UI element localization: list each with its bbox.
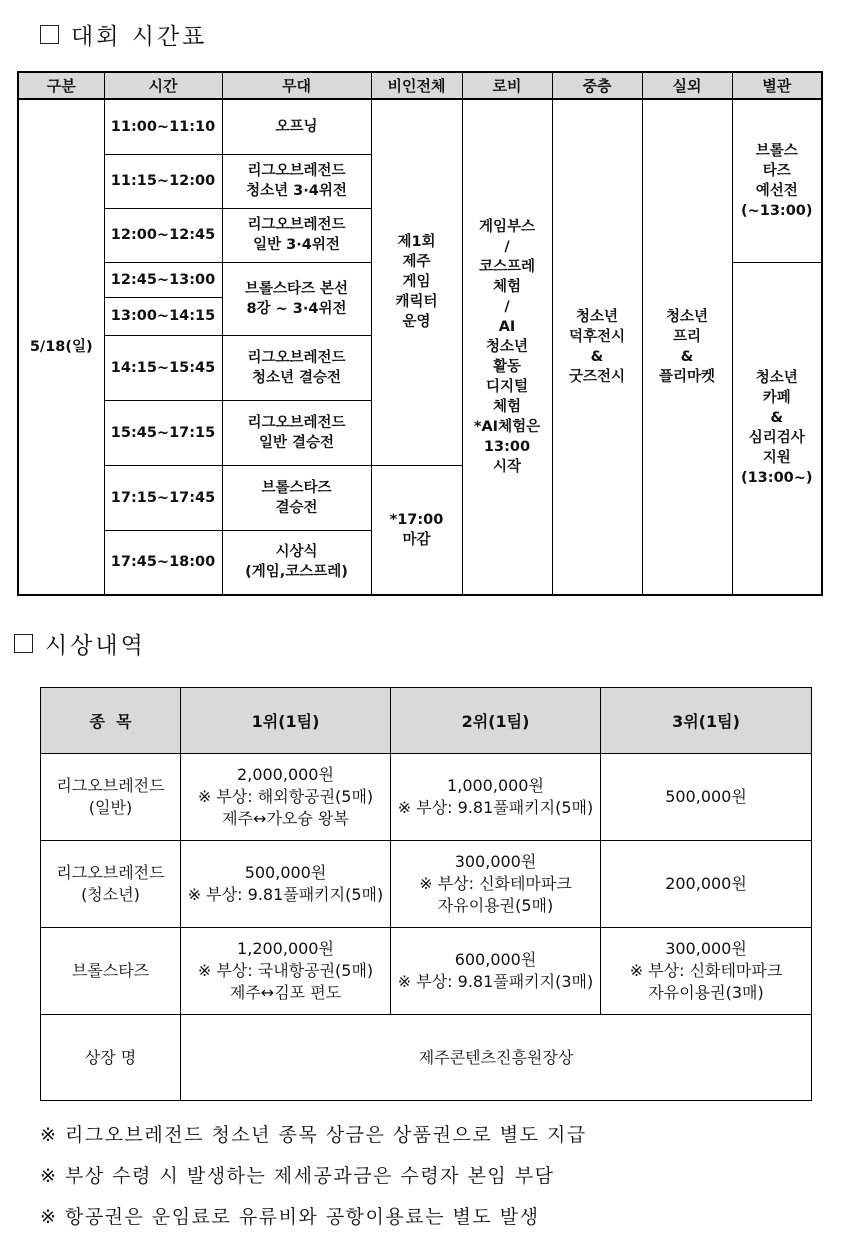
annex-cell: 브롤스 타즈 예선전 (~13:00) [732, 99, 822, 262]
time-cell: 12:45~13:00 [104, 262, 222, 297]
award-name-label: 상장 명 [41, 1015, 181, 1101]
column-header: 2위(1팀) [391, 688, 601, 754]
stage-cell: 리그오브레전드 일반 결승전 [222, 400, 371, 465]
column-header: 로비 [462, 72, 552, 99]
checkbox-icon [40, 25, 59, 44]
first-prize-cell: 500,000원 ※ 부상: 9.81풀패키지(5매) [181, 841, 391, 928]
time-cell: 13:00~14:15 [104, 297, 222, 335]
first-prize-cell: 2,000,000원 ※ 부상: 해외항공권(5매) 제주↔가오슝 왕복 [181, 754, 391, 841]
stage-cell: 리그오브레전드 청소년 3·4위전 [222, 154, 371, 208]
column-header: 중층 [552, 72, 642, 99]
table-row [41, 841, 812, 928]
stage-cell: 브롤스타즈 결승전 [222, 465, 371, 530]
time-cell: 11:15~12:00 [104, 154, 222, 208]
stage-cell: 브롤스타즈 본선 8강 ~ 3·4위전 [222, 262, 371, 335]
time-cell: 14:15~15:45 [104, 335, 222, 400]
all-venue-cell: 제1회 제주 게임 캐릭터 운영 [371, 99, 462, 465]
note: ※ 항공권은 운임료로 유류비와 공항이용료는 별도 발생 [40, 1206, 540, 1228]
mezzanine-cell: 청소년 덕후전시 & 굿즈전시 [552, 99, 642, 595]
column-header: 구분 [18, 72, 104, 99]
column-header: 무대 [222, 72, 371, 99]
second-prize-cell: 300,000원 ※ 부상: 신화테마파크 자유이용권(5매) [391, 841, 601, 928]
note: ※ 리그오브레전드 청소년 종목 상금은 상품권으로 별도 지급 [40, 1124, 587, 1146]
outdoor-cell: 청소년 프리 & 플리마켓 [642, 99, 732, 595]
time-cell: 17:45~18:00 [104, 530, 222, 595]
table-row [18, 99, 822, 154]
second-prize-cell: 600,000원 ※ 부상: 9.81풀패키지(3매) [391, 928, 601, 1015]
section-heading-schedule [40, 18, 207, 51]
annex-cell: 청소년 카페 & 심리검사 지원 (13:00~) [732, 262, 822, 595]
time-cell: 12:00~12:45 [104, 208, 222, 262]
table-row [41, 1015, 812, 1101]
column-header: 1위(1팀) [181, 688, 391, 754]
column-header: 3위(1팀) [601, 688, 812, 754]
lobby-cell: 게임부스 / 코스프레 체험 / AI 청소년 활동 디지털 체험 *AI체험은 13:00 시작 [462, 99, 552, 595]
stage-cell: 오프닝 [222, 99, 371, 154]
event-cell: 리그오브레전드 (청소년) [41, 841, 181, 928]
awards-table [40, 687, 812, 1101]
schedule-table [17, 71, 823, 596]
column-header: 실외 [642, 72, 732, 99]
time-cell: 17:15~17:45 [104, 465, 222, 530]
section-title: 시상내역 [45, 633, 146, 659]
section-heading-awards [14, 627, 146, 660]
column-header: 종 목 [41, 688, 181, 754]
event-cell: 리그오브레전드 (일반) [41, 754, 181, 841]
checkbox-icon [14, 634, 33, 653]
third-prize-cell: 500,000원 [601, 754, 812, 841]
table-row [41, 928, 812, 1015]
first-prize-cell: 1,200,000원 ※ 부상: 국내항공권(5매) 제주↔김포 편도 [181, 928, 391, 1015]
award-name-value: 제주콘텐츠진흥원장상 [181, 1015, 812, 1101]
note: ※ 부상 수령 시 발생하는 제세공과금은 수령자 본임 부담 [40, 1165, 555, 1187]
column-header: 별관 [732, 72, 822, 99]
column-header: 비인전체 [371, 72, 462, 99]
time-cell: 15:45~17:15 [104, 400, 222, 465]
stage-cell: 리그오브레전드 일반 3·4위전 [222, 208, 371, 262]
date-cell: 5/18(일) [18, 99, 104, 595]
time-cell: 11:00~11:10 [104, 99, 222, 154]
table-row [41, 754, 812, 841]
stage-cell: 시상식 (게임,코스프레) [222, 530, 371, 595]
stage-cell: 리그오브레전드 청소년 결승전 [222, 335, 371, 400]
column-header: 시간 [104, 72, 222, 99]
schedule-header-row [18, 72, 822, 99]
third-prize-cell: 200,000원 [601, 841, 812, 928]
third-prize-cell: 300,000원 ※ 부상: 신화테마파크 자유이용권(3매) [601, 928, 812, 1015]
event-cell: 브롤스타즈 [41, 928, 181, 1015]
all-venue-cell: *17:00 마감 [371, 465, 462, 595]
second-prize-cell: 1,000,000원 ※ 부상: 9.81풀패키지(5매) [391, 754, 601, 841]
awards-header-row [41, 688, 812, 754]
section-title: 대회 시간표 [71, 24, 208, 50]
